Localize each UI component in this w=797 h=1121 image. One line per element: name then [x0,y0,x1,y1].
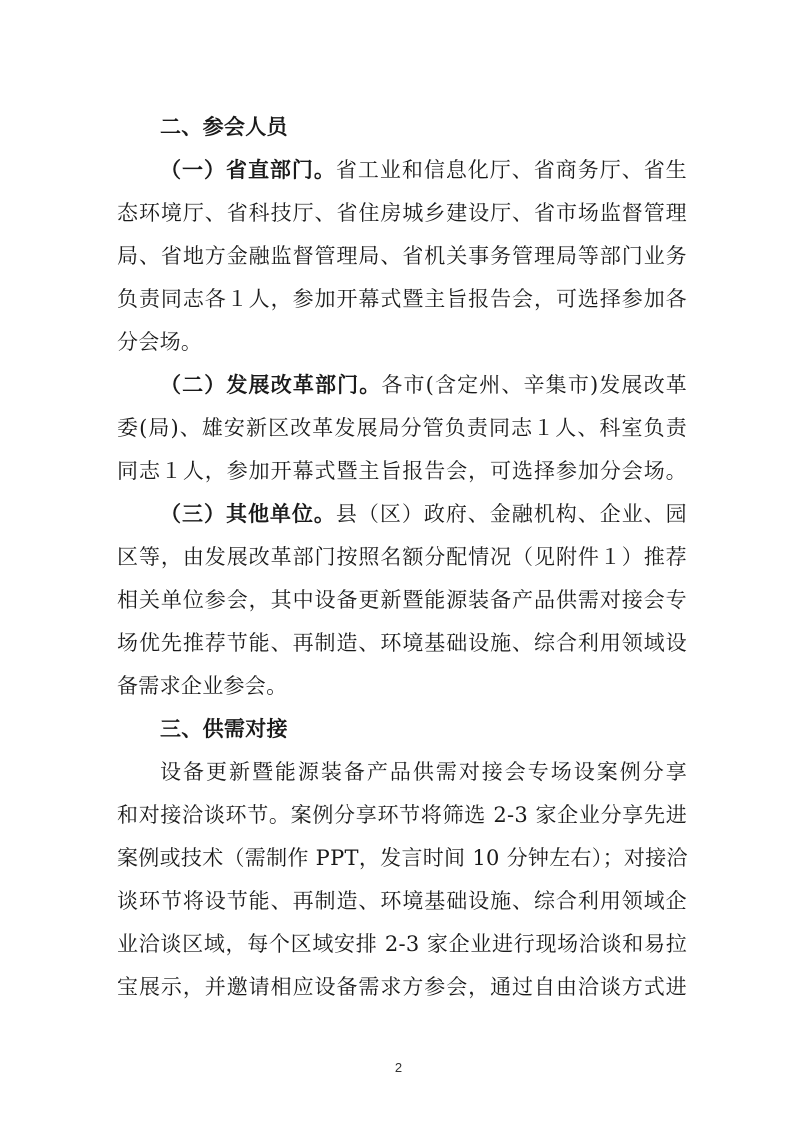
text-line: 局、省地方金融监督管理局、省机关事务管理局等部门业务 [117,244,687,268]
text-line: 备需求企业参会。 [117,674,288,698]
text-line: 宝展示，并邀请相应设备需求方参会，通过自由洽谈方式进 [117,975,687,999]
text-line: 负责同志各１人，参加开幕式暨主旨报告会，可选择参加各 [117,287,687,311]
text-line: 同志１人，参加开幕式暨主旨报告会，可选择参加分会场。 [117,459,687,483]
text-line: 区等，由发展改革部门按照名额分配情况（见附件１）推荐 [117,545,687,569]
subheading-development-reform-departments: （二）发展改革部门。 [160,373,382,397]
subheading-other-units: （三）其他单位。 [160,502,336,526]
section-heading-supply-demand: 三、供需对接 [160,717,288,741]
page-number: 2 [394,1060,403,1075]
text-line: 和对接洽谈环节。案例分享环节将筛选 2-3 家企业分享先进 [117,803,687,827]
text-line: 谈环节将设节能、再制造、环境基础设施、综合利用领域企 [117,889,687,913]
text-line: 相关单位参会，其中设备更新暨能源装备产品供需对接会专 [117,588,687,612]
text-line: 案例或技术（需制作 PPT，发言时间 10 分钟左右）；对接洽 [117,846,688,870]
text-line: 县（区）政府、金融机构、企业、园 [335,502,687,526]
section-heading-attendees: 二、参会人员 [160,115,288,139]
text-line: 设备更新暨能源装备产品供需对接会专场设案例分享 [160,760,687,784]
text-line: 委(局)、雄安新区改革发展局分管负责同志１人、科室负责 [117,416,687,440]
subheading-provincial-departments: （一）省直部门。 [160,158,336,182]
paragraph-development-reform-departments [160,370,687,400]
text-line: 态环境厅、省科技厅、省住房城乡建设厅、省市场监督管理 [117,201,687,225]
text-line: 分会场。 [117,330,203,354]
text-line: 业洽谈区域，每个区域安排 2-3 家企业进行现场洽谈和易拉 [117,932,687,956]
text-line: 省工业和信息化厅、省商务厅、省生 [335,158,687,182]
paragraph-provincial-departments [160,155,687,185]
text-line: 场优先推荐节能、再制造、环境基础设施、综合利用领域设 [117,631,687,655]
text-line: 各市(含定州、辛集市)发展改革 [381,373,688,397]
paragraph-other-units [160,499,687,529]
